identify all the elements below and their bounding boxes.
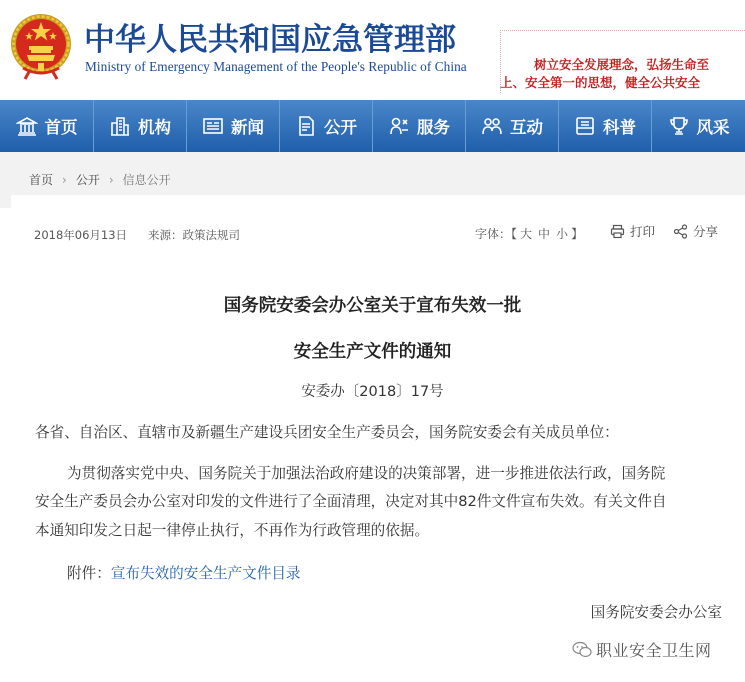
nav-item-public[interactable] <box>280 100 373 152</box>
printer-icon <box>610 224 625 239</box>
document-addressee: 各省、自治区、直辖市及新疆生产建设兵团安全生产委员会，国务院安委会有关成员单位： <box>35 424 619 441</box>
service-icon <box>388 115 410 137</box>
trophy-icon <box>668 115 690 137</box>
nav-item-organization[interactable] <box>94 100 187 152</box>
font-size-label-prefix: 字体：【 <box>475 227 518 241</box>
font-size-label-suffix: 】 <box>571 227 584 241</box>
document-title-line-1: 国务院安委会办公室关于宣布失效一批 <box>223 296 522 316</box>
attachment-link[interactable]: 宣布失效的安全生产文件目录 <box>110 565 301 582</box>
national-emblem-icon[interactable] <box>9 8 73 80</box>
breadcrumb <box>29 171 171 188</box>
share-icon <box>673 224 688 239</box>
chevron-right-icon: › <box>62 172 67 187</box>
home-icon <box>16 115 38 137</box>
site-header <box>0 0 745 100</box>
nav-label: 新闻 <box>231 118 264 137</box>
share-button[interactable] <box>673 222 718 240</box>
print-button[interactable] <box>610 222 655 240</box>
document-paragraph-line-2: 安全生产委员会办公室对印发的文件进行了全面清理，决定对其中82件文件宣布失效。有关文件自 <box>35 493 667 510</box>
nav-label: 首页 <box>44 118 78 137</box>
font-small-button[interactable]: 小 <box>556 227 569 241</box>
site-title-en: Ministry of Emergency Management of the People's Republic of China <box>85 59 467 74</box>
print-label: 打印 <box>630 224 656 239</box>
building-icon <box>109 115 131 137</box>
nav-label: 服务 <box>417 118 450 137</box>
font-large-button[interactable]: 大 <box>520 227 533 241</box>
breadcrumb-current[interactable]: 信息公开 <box>122 173 171 187</box>
people-icon <box>481 115 503 137</box>
document-paragraph-line-1: 为贯彻落实党中央、国务院关于加强法治政府建设的决策部署，进一步推进依法行政，国务院 <box>67 465 666 482</box>
nav-item-service[interactable] <box>373 100 466 152</box>
breadcrumb-home[interactable]: 首页 <box>29 173 54 187</box>
share-label: 分享 <box>693 224 719 239</box>
document-attachment <box>67 562 301 583</box>
document-title-line-2: 安全生产文件的通知 <box>293 342 452 362</box>
nav-label: 互动 <box>510 118 543 137</box>
nav-item-interaction[interactable] <box>466 100 559 152</box>
nav-label: 科普 <box>603 118 636 137</box>
document-signature: 国务院安委会办公室 <box>590 604 722 621</box>
slogan-line-2: 上、安全第一的思想，健全公共安全 <box>500 75 701 90</box>
book-icon <box>574 115 596 137</box>
chevron-right-icon: › <box>108 172 114 187</box>
nav-label: 风采 <box>696 118 730 137</box>
nav-item-style[interactable] <box>652 100 745 152</box>
slogan-line-1: 树立安全发展理念，弘扬生命至 <box>534 57 710 72</box>
font-medium-button[interactable]: 中 <box>538 227 551 241</box>
document-number: 安委办〔2018〕17号 <box>301 384 444 400</box>
nav-item-science[interactable] <box>559 100 652 152</box>
nav-label: 公开 <box>324 118 357 137</box>
article-date: 2018年06月13日 <box>34 228 128 242</box>
document-paragraph-line-3: 本通知印发之日起一律停止执行，不再作为行政管理的依据。 <box>35 522 430 539</box>
article-source: 来源：政策法规司 <box>148 228 240 242</box>
font-size-control <box>475 225 583 242</box>
newspaper-icon <box>202 115 224 137</box>
nav-label: 机构 <box>138 118 171 137</box>
breadcrumb-section[interactable]: 公开 <box>75 173 100 187</box>
site-title-cn[interactable]: 中华人民共和国应急管理部 <box>84 22 456 58</box>
nav-item-news[interactable] <box>187 100 280 152</box>
document-icon <box>295 115 317 137</box>
main-nav <box>0 100 745 152</box>
watermark <box>572 638 712 661</box>
attachment-label: 附件： <box>67 565 111 582</box>
watermark-text: 职业安全卫生网 <box>596 641 712 660</box>
nav-item-home[interactable] <box>0 100 94 152</box>
wechat-icon <box>572 641 592 659</box>
